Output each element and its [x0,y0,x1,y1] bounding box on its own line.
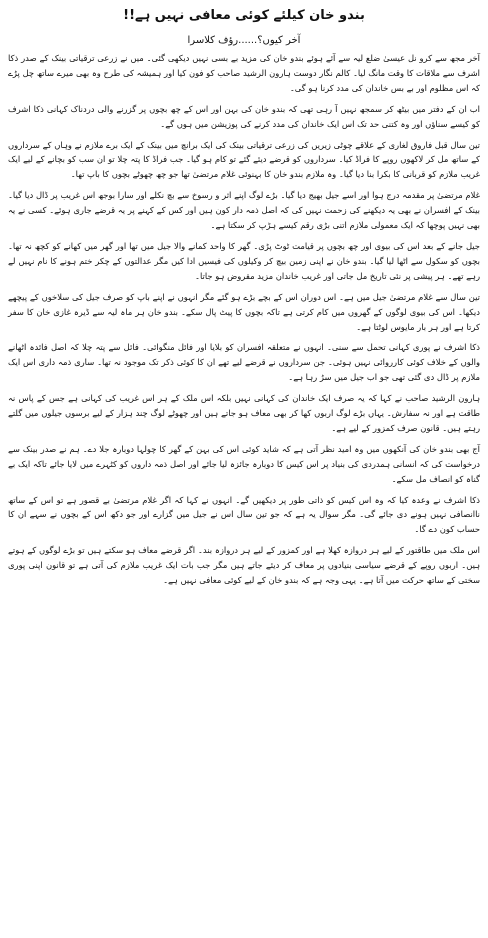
paragraph: غلام مرتضیٰ پر مقدمہ درج ہوا اور اسے جیل بھیج دیا گیا۔ بڑے لوگ اپنے اثر و رسوخ سے بچ نکلے اور سارا بوجھ اس غریب پر ڈال دیا گیا۔ بینک کے افسران نے بھی یہ دیکھنے کی زحمت نہیں کی کہ اصل ذمہ دار کون ہیں اور کس کے کہنے پر یہ قرضے جاری ہوئے۔ کسی نے یہ بھی نہیں پوچھا کہ ایک معمولی ملازم اتنی بڑی رقم کیسے ہڑپ کر سکتا ہے۔ [8,190,480,231]
paragraph: آخر مجھ سے کرو نل عیسیٰ ضلع لیہ سے آئے ہوئے بندو خان کی مزید بے بسی نہیں دیکھی گئی۔ میں نے زرعی ترقیاتی بینک کے صدر ذکا اشرف سے ملاقات کا وقت مانگ لیا۔ کالم نگار دوست ہارون الرشید صاحب کو فون کیا اور ہمیشہ کی طرح وہ بھی میرے ساتھ چل پڑے کہ اس مظلوم اور بے بس خاندان کی مدد کرنا ہو گی۔ [8,53,480,93]
paragraph: ہارون الرشید صاحب نے کہا کہ یہ صرف ایک خاندان کی کہانی نہیں بلکہ اس ملک کے ہر اس غریب کی کہانی ہے جس کے پاس نہ طاقت ہے اور نہ سفارش۔ یہاں بڑے لوگ اربوں کھا کر بھی معاف ہو جاتے ہیں اور چھوٹے لوگ چند ہزار کے لیے برسوں جیلوں میں گلتے رہتے ہیں۔ قانون صرف کمزور کے لیے ہے۔ [8,393,480,433]
paragraph: جیل جانے کے بعد اس کی بیوی اور چھ بچوں پر قیامت ٹوٹ پڑی۔ گھر کا واحد کمانے والا جیل میں تھا اور گھر میں کھانے کو کچھ نہ تھا۔ بچوں کو سکول سے اٹھا لیا گیا۔ بندو خان نے اپنی زمین بیچ کر وکیلوں کی فیسیں ادا کیں مگر عدالتوں کے چکر ختم ہونے کا نام نہیں لے رہے تھے۔ ہر پیشی پر نئی تاریخ مل جاتی اور غریب خاندان مزید مقروض ہو جاتا۔ [8,240,480,281]
article-headline: بندو خان کیلئے کوئی معافی نہیں ہے!! [123,8,365,23]
paragraph: تین سال قبل فاروق لغاری کے علاقے چوٹی زیریں کی زرعی ترقیاتی بینک کی ایک برانچ میں بینک کے ایک برے ملازم نے وہاں کے سرداروں کے ساتھ مل کر لاکھوں روپے کا فراڈ کیا۔ سرداروں کو قرضے دیئے گئے تو کام ہو گیا۔ جب فراڈ کا پتہ چلا تو ان سب کو بچانے کے لیے ایک غریب ملازم کو قربانی کا بکرا بنا دیا گیا۔ وہ ملازم بندو خان کا بہنوئی غلام مرتضیٰ تھا جو چھ چھوٹے بچوں کا باپ تھا۔ [8,139,480,180]
paragraph: ذکا اشرف نے پوری کہانی تحمل سے سنی۔ انہوں نے متعلقہ افسران کو بلایا اور فائل منگوائی۔ فائل سے پتہ چلا کہ اصل فائدہ اٹھانے والوں کے خلاف کوئی کارروائی نہیں ہوئی۔ جن سرداروں نے قرضے لیے تھے ان کا کوئی ذکر تک موجود نہ تھا۔ ساری ذمہ داری اس ایک ملازم پر ڈال دی گئی تھی جو اب جیل میں سڑ رہا ہے۔ [8,342,480,383]
paragraph: ذکا اشرف نے وعدہ کیا کہ وہ اس کیس کو ذاتی طور پر دیکھیں گے۔ انہوں نے کہا کہ اگر غلام مرتضیٰ بے قصور ہے تو اس کے ساتھ ناانصافی نہیں ہونے دی جائے گی۔ مگر سوال یہ ہے کہ جو تین سال اس نے جیل میں گزارے اور جو دکھ اس کے بچوں نے سہے ان کا حساب کون دے گا۔ [8,494,480,535]
article-byline: آخر کیوں؟......رؤف کلاسرا [187,35,301,46]
paragraph: تین سال سے غلام مرتضیٰ جیل میں ہے۔ اس دوران اس کے بچے بڑے ہو گئے مگر انہوں نے اپنے باپ کو صرف جیل کی سلاخوں کے پیچھے دیکھا۔ اس کی بیوی لوگوں کے گھروں میں کام کرتی ہے تاکہ بچوں کا پیٹ پال سکے۔ بندو خان ہر ماہ لیہ سے ڈیرہ غازی خان کا سفر کرتا ہے اور ہر بار مایوس لوٹتا ہے۔ [8,291,480,332]
paragraph: اب ان کے دفتر میں بیٹھ کر سمجھ نہیں آ رہی تھی کہ بندو خان کی بہن اور اس کے چھ بچوں پر گزرنے والی دردناک کہانی ذکا اشرف کو کیسے سناؤں اور وہ کتنی حد تک اس ایک خاندان کی مدد کرنے کی پوزیشن میں ہوں گے۔ [8,103,480,129]
article-body [8,51,480,588]
paragraph: آج بھی بندو خان کی آنکھوں میں وہ امید نظر آتی ہے کہ شاید کوئی اس کی بہن کے گھر کا چولہا دوبارہ جلا دے۔ ہم نے صدر بینک سے درخواست کی کہ انسانی ہمدردی کی بنیاد پر اس کیس کا دوبارہ جائزہ لیا جائے اور اصل ذمہ داروں کو کٹہرے میں لایا جائے تاکہ ایک بے گناہ کو انصاف مل سکے۔ [8,443,480,484]
paragraph: اس ملک میں طاقتور کے لیے ہر دروازہ کھلا ہے اور کمزور کے لیے ہر دروازہ بند۔ اگر قرضے معاف ہو سکتے ہیں تو بڑے لوگوں کے ہوتے ہیں۔ اربوں روپے کے قرضے سیاسی بنیادوں پر معاف کر دیئے جاتے ہیں مگر جب بات ایک غریب ملازم کی آتی ہے تو قانون اپنی پوری سختی کے ساتھ حرکت میں آتا ہے۔ یہی وجہ ہے کہ بندو خان کے لیے کوئی معافی نہیں ہے۔ [8,545,480,586]
